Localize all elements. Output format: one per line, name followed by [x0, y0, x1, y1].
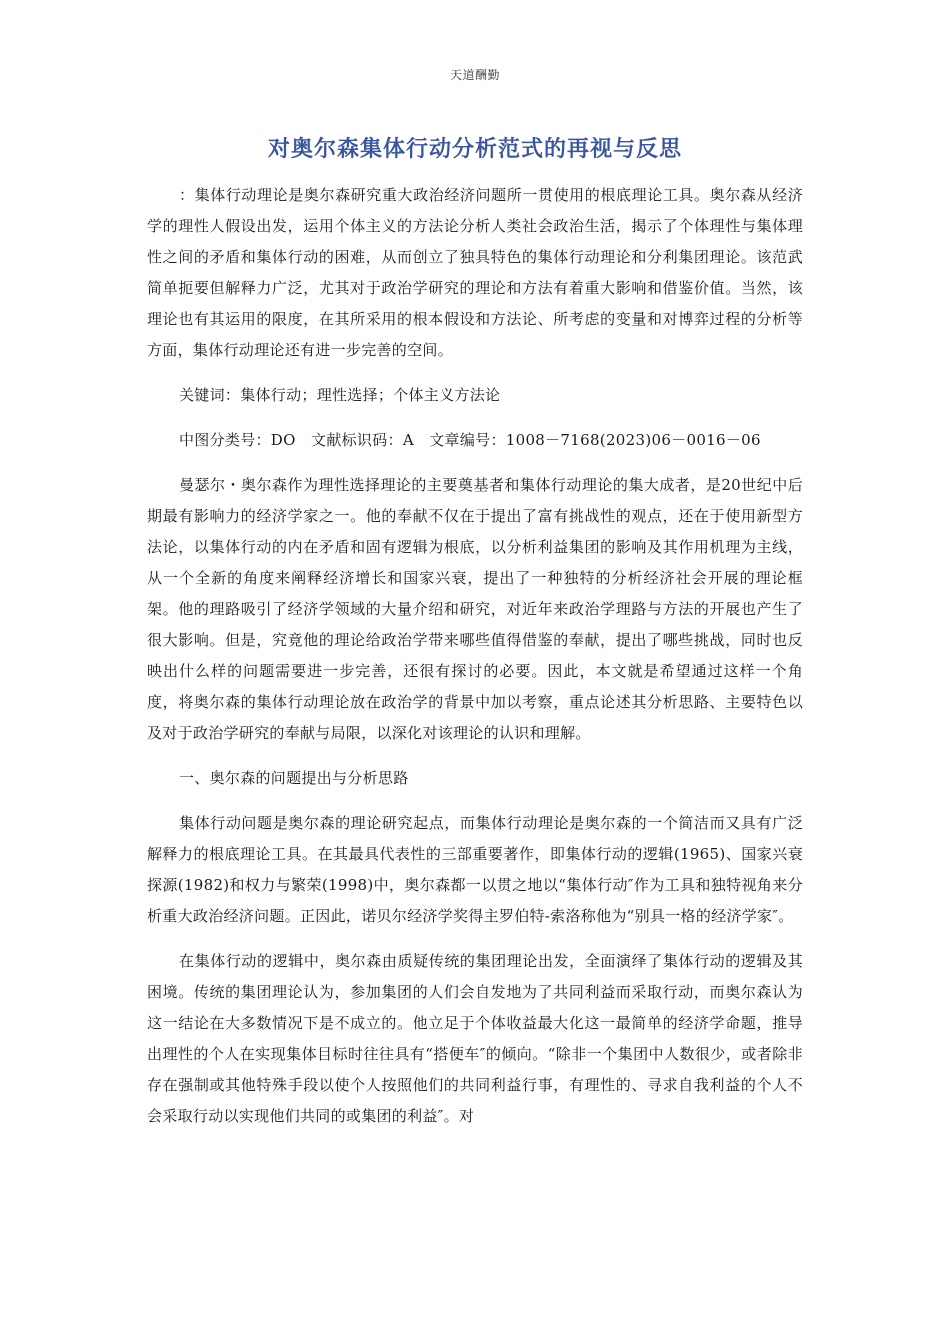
intro-paragraph: 曼瑟尔・奥尔森作为理性选择理论的主要奠基者和集体行动理论的集大成者，是20世纪中后期最有影响力的经济学家之一。他的奉献不仅在于提出了富有挑战性的观点，还在于使用新型方法论，以集体行动的内在矛盾和固有逻辑为根底，以分析利益集团的影响及其作用机理为主线，从一个全新的角度来阐释经济增长和国家兴衰，提出了一种独特的分析经济社会开展的理论框架。他的理路吸引了经济学领域的大量介绍和研究，对近年来政治学理路与方法的开展也产生了很大影响。但是，究竟他的理论给政治学带来哪些值得借鉴的奉献，提出了哪些挑战，同时也反映出什么样的问题需要进一步完善，还很有探讨的必要。因此，本文就是希望通过这样一个角度，将奥尔森的集体行动理论放在政治学的背景中加以考察，重点论述其分析思路、主要特色以及对于政治学研究的奉献与局限，以深化对该理论的认识和理解。: [147, 476, 803, 742]
body-paragraph: 在集体行动的逻辑中，奥尔森由质疑传统的集团理论出发，全面演绎了集体行动的逻辑及其困境。传统的集团理论认为，参加集团的人们会自发地为了共同利益而采取行动，而奥尔森认为这一结论在大多数情况下是不成立的。他立足于个体收益最大化这一最简单的经济学命题，推导出理性的个人在实现集体目标时往往具有“搭便车″的倾向。“除非一个集团中人数很少，或者除非存在强制或其他特殊手段以使个人按照他们的共同利益行事，有理性的、寻求自我利益的个人不会采取行动以实现他们共同的或集团的利益″。对: [147, 952, 803, 1125]
body-paragraph: 集体行动问题是奥尔森的理论研究起点，而集体行动理论是奥尔森的一个简洁而又具有广泛解释力的根底理论工具。在其最具代表性的三部重要著作，即集体行动的逻辑(1965)、国家兴衰探源(1982)和权力与繁荣(1998)中，奥尔森都一以贯之地以“集体行动″作为工具和独特视角来分析重大政治经济问题。正因此，诺贝尔经济学奖得主罗伯特-索洛称他为“别具一格的经济学家″。: [147, 814, 803, 925]
article-body: [147, 180, 803, 1146]
classification-line: 中图分类号：DO 文献标识码：A 文章编号：1008－7168(2023)06－0016－06: [179, 431, 761, 449]
keywords-line: 关键词：集体行动；理性选择；个体主义方法论: [179, 386, 501, 404]
article-title: 对奥尔森集体行动分析范式的再视与反思: [267, 137, 682, 162]
abstract-paragraph: ：集体行动理论是奥尔森研究重大政治经济问题所一贯使用的根底理论工具。奥尔森从经济学的理性人假设出发，运用个体主义的方法论分析人类社会政治生活，揭示了个体理性与集体理性之间的矛盾和集体行动的困难，从而创立了独具特色的集体行动理论和分利集团理论。该范武简单扼要但解释力广泛，尤其对于政治学研究的理论和方法有着重大影响和借鉴价值。当然，该理论也有其运用的限度，在其所采用的根本假设和方法论、所考虑的变量和对博弈过程的分析等方面，集体行动理论还有进一步完善的空间。: [147, 186, 803, 359]
section-heading: 一、奥尔森的问题提出与分析思路: [179, 769, 409, 787]
page-header: 天道酬勤: [449, 68, 500, 82]
